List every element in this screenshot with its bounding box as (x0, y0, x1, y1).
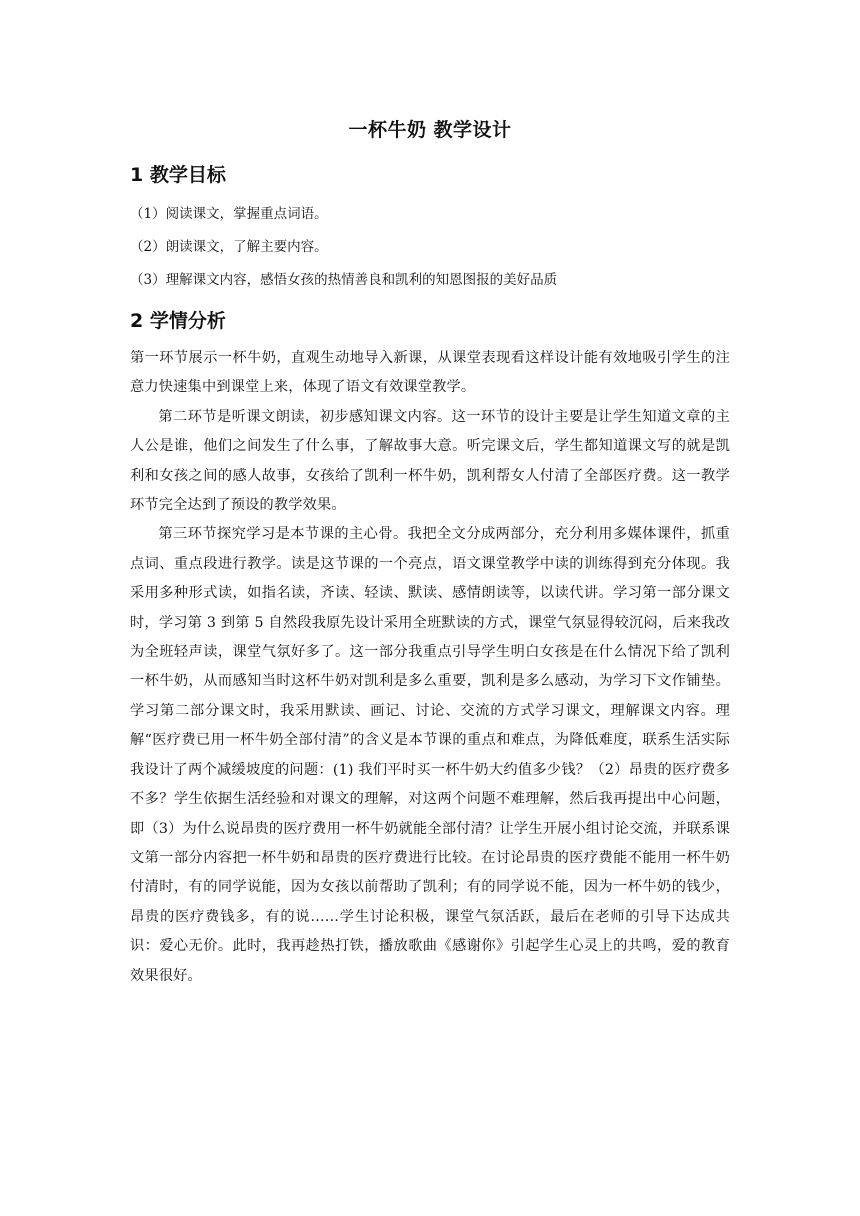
objective-item: （2）朗读课文，了解主要内容。 (130, 239, 328, 255)
analysis-body (130, 344, 730, 991)
section-heading-objectives: 1 教学目标 (130, 164, 226, 186)
objectives-list (130, 202, 557, 301)
objective-item: （1）阅读课文，掌握重点词语。 (130, 206, 328, 222)
section-heading-analysis: 2 学情分析 (130, 310, 226, 332)
document-title: 一杯牛奶 教学设计 (348, 119, 512, 141)
analysis-paragraph: 第三环节探究学习是本节课的主心骨。我把全文分成两部分，充分利用多媒体课件，抓重点词、重点段进行教学。读是这节课的一个亮点，语文课堂教学中读的训练得到充分体现。我采用多种形式读，如指名读，齐读、轻读、默读、感情朗读等，以读代讲。学习第一部分课文时，学习第 3 到第 5 自然段我原先设计采用全班默读的方式，课堂气氛显得较沉闷，后来我改为全班轻声读，课堂气氛好多了。这一部分我重点引导学生明白女孩是在什么情况下给了凯利一杯牛奶，从而感知当时这杯牛奶对凯利是多么重要，凯利是多么感动，为学习下文作铺垫。学习第二部分课文时，我采用默读、画记、讨论、交流的方式学习课文，理解课文内容。理解“医疗费已用一杯牛奶全部付清”的含义是本节课的重点和难点，为降低难度，联系生活实际我设计了两个减缓坡度的问题：(1) 我们平时买一杯牛奶大约值多少钱？（2）昂贵的医疗费多不多？学生依据生活经验和对课文的理解，对这两个问题不难理解，然后我再提出中心问题，即（3）为什么说昂贵的医疗费用一杯牛奶就能全部付清？让学生开展小组讨论交流，并联系课文第一部分内容把一杯牛奶和昂贵的医疗费进行比较。在讨论昂贵的医疗费能不能用一杯牛奶付清时，有的同学说能，因为女孩以前帮助了凯利；有的同学说不能，因为一杯牛奶的钱少，昂贵的医疗费钱多，有的说……学生讨论积极，课堂气氛活跃，最后在老师的引导下达成共识：爱心无价。此时，我再趁热打铁，播放歌曲《感谢你》引起学生心灵上的共鸣，爱的教育效果很好。 (130, 526, 730, 984)
analysis-paragraph: 第二环节是听课文朗读，初步感知课文内容。这一环节的设计主要是让学生知道文章的主人公是谁，他们之间发生了什么事，了解故事大意。听完课文后，学生都知道课文写的就是凯利和女孩之间的感人故事，女孩给了凯利一杯牛奶，凯利帮女人付清了全部医疗费。这一教学环节完全达到了预设的教学效果。 (130, 408, 730, 514)
objective-item: （3）理解课文内容，感悟女孩的热情善良和凯利的知恩图报的美好品质 (130, 272, 558, 288)
analysis-paragraph: 第一环节展示一杯牛奶，直观生动地导入新课，从课堂表现看这样设计能有效地吸引学生的注意力快速集中到课堂上来，体现了语文有效课堂教学。 (130, 350, 730, 396)
